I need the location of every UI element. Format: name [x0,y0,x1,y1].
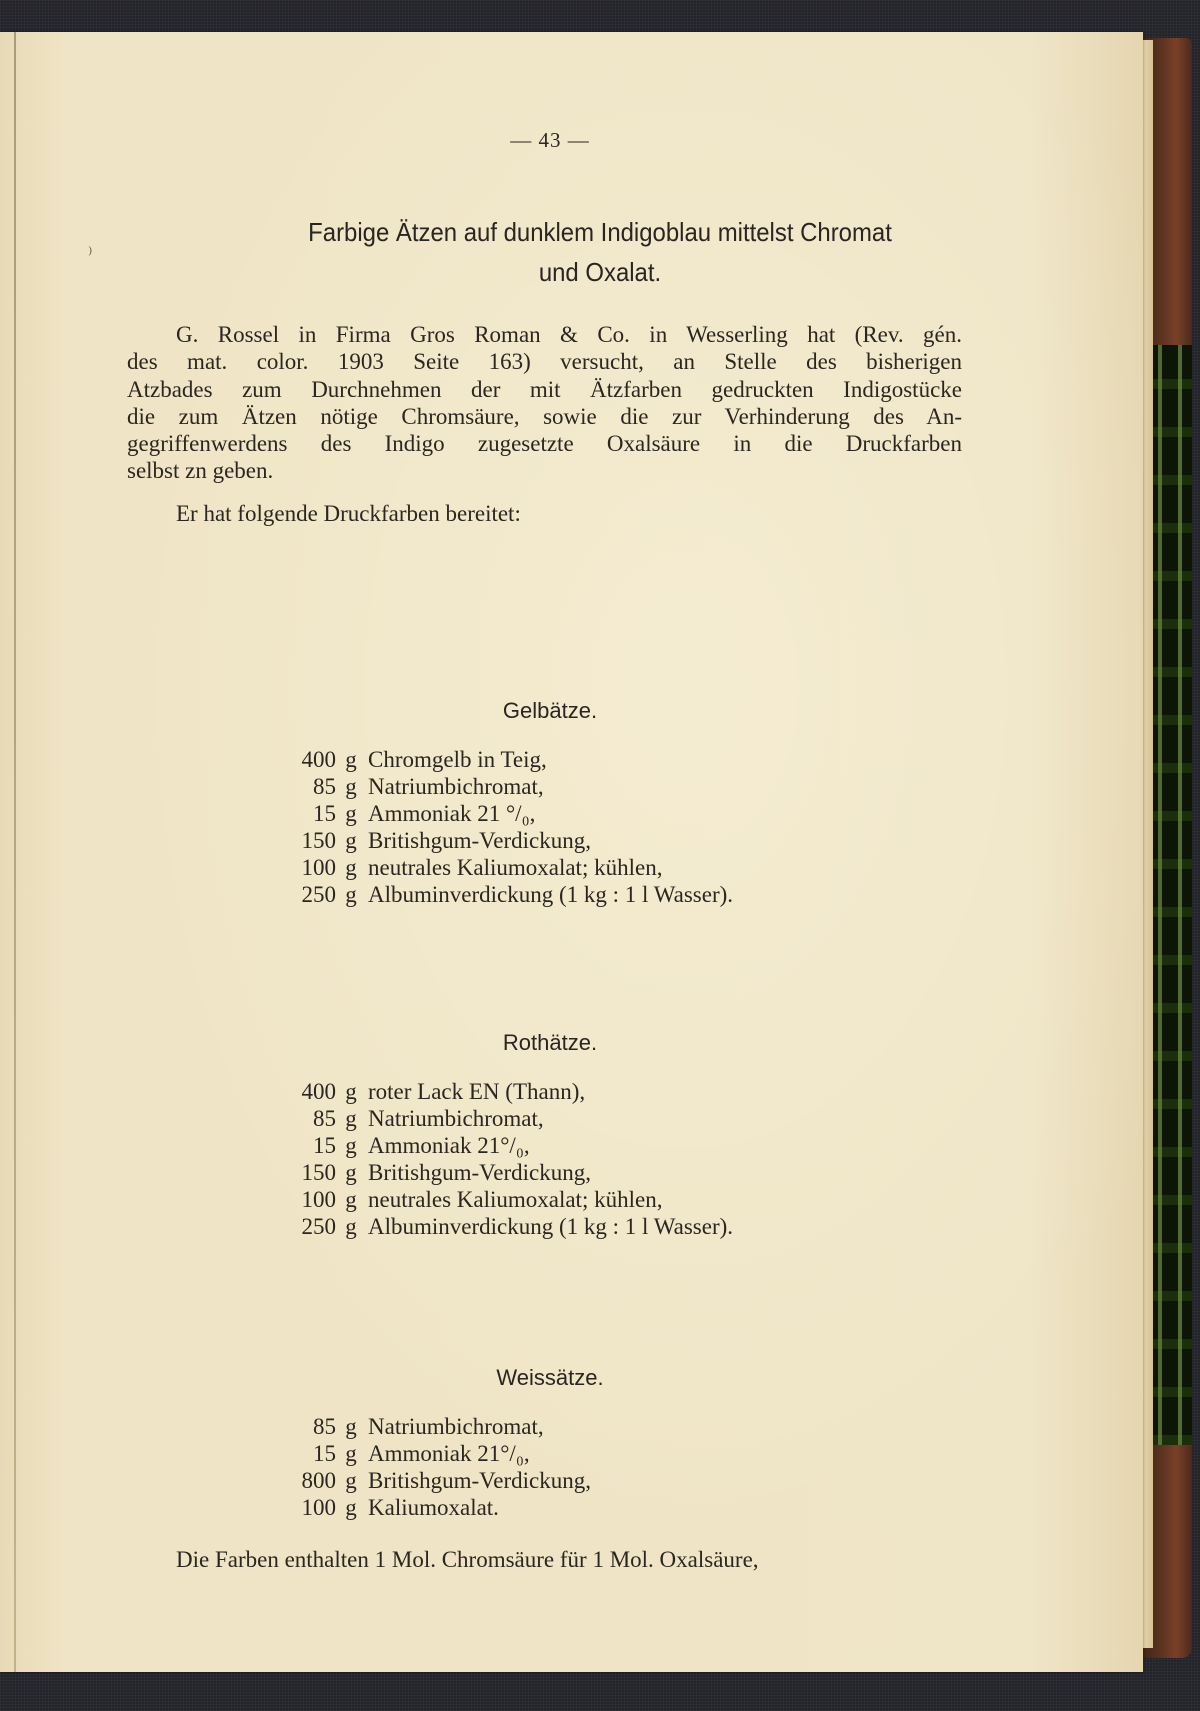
recipe-item-qty: 150 [301,1160,336,1185]
recipe-item-unit: g [345,882,357,907]
recipe-item-desc: Chromgelb in Teig, [368,747,547,772]
recipe-item-unit: g [345,1495,357,1520]
recipe-item-desc: Albuminverdickung (1 kg : 1 l Wasser). [368,1214,734,1239]
recipe-item-desc: Ammoniak 21°/₀, [368,1133,530,1158]
recipe-item [270,1186,733,1213]
recipe-item-unit: g [345,774,357,799]
recipe-item-desc: Natriumbichromat, [368,1414,544,1439]
paragraph-line: die zum Ätzen nötige Chromsäure, sowie die zur Verhinderung des An- [127,403,962,429]
recipe-item-unit: g [345,828,357,853]
recipe-item-unit: g [345,1214,357,1239]
title-line: und Oxalat. [538,257,662,287]
paragraph-line: Atzbades zum Durchnehmen der mit Ätzfarben gedruckten Indigostücke [127,376,962,402]
book-binding-cloth [1152,345,1192,1445]
recipe-item [270,854,733,881]
recipe-item [270,1440,591,1467]
recipe-item-unit: g [345,855,357,880]
recipe-item-qty: 250 [301,1214,336,1239]
closing-line: Die Farben enthalten 1 Mol. Chromsäure für 1 Mol. Oxalsäure, [176,1547,759,1572]
section-heading-weissaetze: Weissätze. [496,1365,604,1390]
recipe-item-qty: 400 [301,1079,336,1104]
recipe-item-qty: 400 [301,747,336,772]
recipe-item [270,800,733,827]
recipe-item [270,1078,733,1105]
recipe-item [270,746,733,773]
recipe-item-qty: 100 [301,1187,336,1212]
recipe-item-desc: Ammoniak 21°/₀, [368,1441,530,1466]
recipe-item-qty: 85 [313,1414,336,1439]
recipe-item-desc: Ammoniak 21 °/₀, [368,801,536,826]
book-page [0,32,1143,1672]
recipe-item-unit: g [345,1441,357,1466]
recipe-list-weissaetze [270,1413,591,1521]
recipe-item-desc: neutrales Kaliumoxalat; kühlen, [368,1187,663,1212]
paragraph-line: G. Rossel in Firma Gros Roman & Co. in Wesserling hat (Rev. gén. [176,322,962,347]
recipe-item-desc: Britishgum-Verdickung, [368,1468,591,1493]
paragraph-line: des mat. color. 1903 Seite 163) versucht, an Stelle des bisherigen [127,349,962,375]
recipe-item-desc: Natriumbichromat, [368,1106,544,1131]
recipe-item-unit: g [345,1414,357,1439]
recipe-item-desc: Natriumbichromat, [368,774,544,799]
recipe-item-desc: Albuminverdickung (1 kg : 1 l Wasser). [368,882,734,907]
title-line: Farbige Ätzen auf dunklem Indigoblau mittelst Chromat [308,217,892,247]
recipe-item-desc: roter Lack EN (Thann), [368,1079,586,1104]
recipe-item-unit: g [345,1468,357,1493]
recipe-item [270,1467,591,1494]
page-title [100,212,1100,292]
recipe-item-unit: g [345,801,357,826]
recipe-item [270,881,733,908]
recipe-list-gelbaetze [270,746,733,908]
recipe-item-qty: 85 [313,774,336,799]
recipe-item-unit: g [345,1187,357,1212]
recipe-item [270,1413,591,1440]
section-heading-gelbaetze: Gelbätze. [502,698,598,723]
recipe-item [270,1494,591,1521]
recipe-item-qty: 15 [313,1133,336,1158]
recipe-item-qty: 15 [313,801,336,826]
recipe-list-rothaetze [270,1078,733,1240]
recipe-item [270,827,733,854]
margin-pencil-mark: ⁾ [88,244,93,264]
paragraph-line: gegriffenwerdens des Indigo zugesetzte Oxalsäure in die Druckfarben [127,431,962,457]
lead-in-line: Er hat folgende Druckfarben bereitet: [176,501,521,526]
page-stack-edge [1143,40,1153,1648]
paragraph-line: selbst zn geben. [127,458,274,484]
recipe-item-desc: Britishgum-Verdickung, [368,1160,591,1185]
recipe-item [270,1159,733,1186]
intro-paragraph [127,321,962,485]
recipe-item [270,1213,733,1240]
recipe-item-unit: g [345,747,357,772]
page-content [0,32,1143,1672]
recipe-item [270,1105,733,1132]
recipe-item-unit: g [345,1079,357,1104]
section-heading-rothaetze: Rothätze. [502,1030,598,1055]
recipe-item-qty: 15 [313,1441,336,1466]
recipe-item-desc: neutrales Kaliumoxalat; kühlen, [368,855,663,880]
lead-in-text [176,500,776,527]
recipe-item-qty: 100 [301,855,336,880]
recipe-item-qty: 800 [301,1468,336,1493]
recipe-item-unit: g [345,1106,357,1131]
page-number: — 43 — [510,128,590,152]
recipe-item [270,1132,733,1159]
recipe-item-unit: g [345,1133,357,1158]
recipe-item-qty: 85 [313,1106,336,1131]
recipe-item-desc: Kaliumoxalat. [368,1495,499,1520]
recipe-item-qty: 100 [301,1495,336,1520]
recipe-item-qty: 250 [301,882,336,907]
recipe-item-desc: Britishgum-Verdickung, [368,828,591,853]
recipe-item [270,773,733,800]
recipe-item-qty: 150 [301,828,336,853]
recipe-item-unit: g [345,1160,357,1185]
